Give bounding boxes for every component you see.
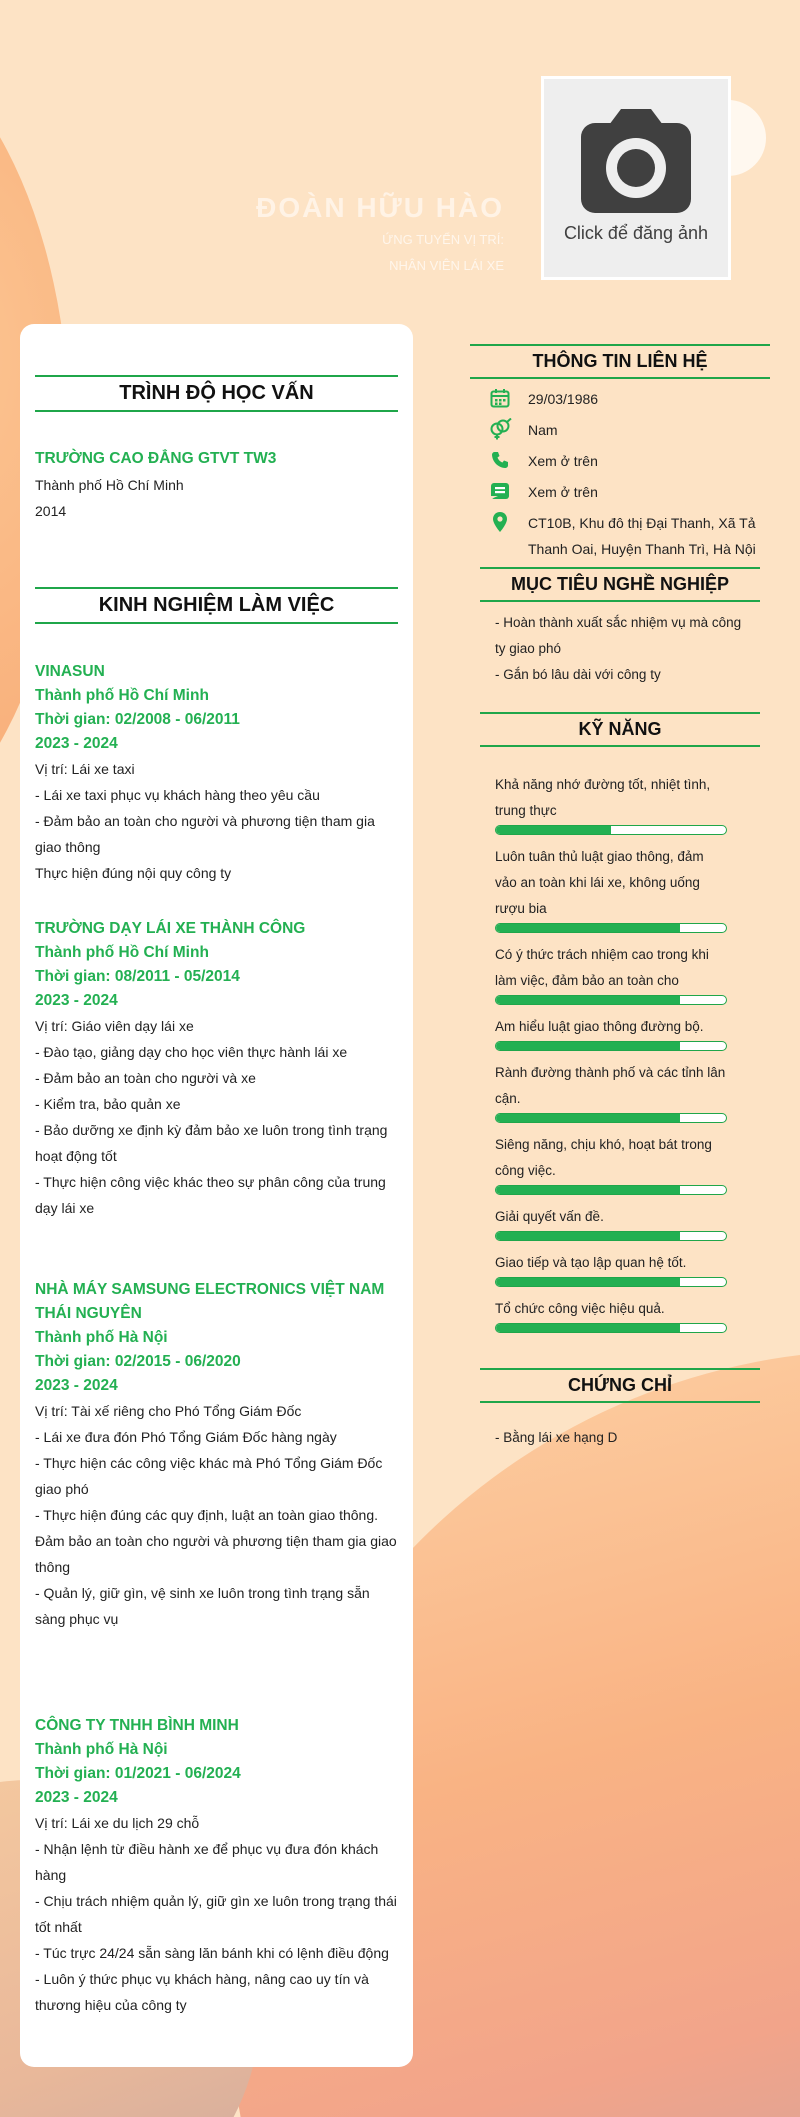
email-icon bbox=[488, 479, 512, 503]
skill-label[interactable]: Khả năng nhớ đường tốt, nhiệt tình, trung thực bbox=[495, 777, 711, 818]
job-line[interactable]: Vị trí: Giáo viên dạy lái xe bbox=[35, 1018, 194, 1034]
contact-gender bbox=[488, 417, 768, 443]
job-line[interactable]: - Đảm bảo an toàn cho người và phương tiện tham gia giao thông bbox=[35, 813, 375, 855]
cv-header bbox=[0, 0, 800, 300]
job-line[interactable]: Vị trí: Lái xe du lịch 29 chỗ bbox=[35, 1815, 200, 1831]
skill-item bbox=[495, 1014, 727, 1051]
job-line[interactable]: Vị trí: Lái xe taxi bbox=[35, 761, 135, 777]
experience-section-title: KINH NGHIỆM LÀM VIỆC bbox=[35, 587, 398, 624]
skill-item bbox=[495, 1060, 727, 1123]
school-year[interactable]: 2014 bbox=[35, 503, 67, 519]
job-line[interactable]: - Thực hiện công việc khác theo sự phân công của trung dạy lái xe bbox=[35, 1174, 386, 1216]
job-line[interactable]: - Luôn ý thức phục vụ khách hàng, nâng cao uy tín và thương hiệu của công ty bbox=[35, 1971, 369, 2013]
email-value[interactable]: Xem ở trên bbox=[528, 484, 598, 500]
job-company[interactable]: NHÀ MÁY SAMSUNG ELECTRONICS VIỆT NAM THÁI NGUYÊN bbox=[35, 1281, 385, 1322]
career-goal-line[interactable]: - Gắn bó lâu dài với công ty bbox=[495, 667, 661, 682]
skill-label[interactable]: Rành đường thành phố và các tỉnh lân cận. bbox=[495, 1065, 726, 1106]
job-line[interactable]: - Túc trực 24/24 sẵn sàng lăn bánh khi có lệnh điều động bbox=[35, 1945, 389, 1961]
job-entry bbox=[35, 1278, 398, 1632]
job-line[interactable]: - Đảm bảo an toàn cho người và xe bbox=[35, 1070, 256, 1086]
skill-level-fill bbox=[496, 1186, 680, 1194]
job-city[interactable]: Thành phố Hồ Chí Minh bbox=[35, 944, 209, 961]
certificate-line[interactable]: - Bằng lái xe hạng D bbox=[495, 1430, 618, 1445]
candidate-name[interactable]: ĐOÀN HỮU HÀO bbox=[256, 192, 504, 223]
job-years[interactable]: 2023 - 2024 bbox=[35, 735, 118, 752]
job-line[interactable]: - Lái xe taxi phục vụ khách hàng theo yêu cầu bbox=[35, 787, 320, 803]
gender-value[interactable]: Nam bbox=[528, 422, 558, 438]
skill-label[interactable]: Luôn tuân thủ luật giao thông, đảm vảo an toàn khi lái xe, không uống rượu bia bbox=[495, 849, 704, 916]
contact-section-title: THÔNG TIN LIÊN HỆ bbox=[470, 344, 770, 379]
career-goal-text bbox=[495, 610, 755, 688]
skill-level-fill bbox=[496, 1278, 680, 1286]
skill-item bbox=[495, 1250, 727, 1287]
left-column-card bbox=[20, 324, 413, 2067]
skill-level-bar bbox=[495, 995, 727, 1005]
job-time[interactable]: Thời gian: 01/2021 - 06/2024 bbox=[35, 1765, 241, 1782]
skill-item bbox=[495, 942, 727, 1005]
job-years[interactable]: 2023 - 2024 bbox=[35, 992, 118, 1009]
address-value[interactable]: CT10B, Khu đô thị Đại Thanh, Xã Tả Thanh Oai, Huyện Thanh Trì, Hà Nội bbox=[528, 515, 756, 557]
skill-label[interactable]: Siêng năng, chịu khó, hoạt bát trong công việc. bbox=[495, 1137, 712, 1178]
job-city[interactable]: Thành phố Hà Nội bbox=[35, 1329, 168, 1346]
skill-level-bar bbox=[495, 1041, 727, 1051]
camera-icon bbox=[581, 109, 691, 213]
phone-icon bbox=[488, 448, 512, 472]
job-entry bbox=[35, 1714, 398, 2018]
skills-section-title: KỸ NĂNG bbox=[480, 712, 760, 747]
skill-label[interactable]: Giao tiếp và tạo lập quan hệ tốt. bbox=[495, 1255, 687, 1270]
job-line[interactable]: - Đào tạo, giảng dạy cho học viên thực hành lái xe bbox=[35, 1044, 348, 1060]
job-company[interactable]: TRƯỜNG DẠY LÁI XE THÀNH CÔNG bbox=[35, 920, 306, 937]
contact-address bbox=[488, 510, 768, 562]
education-section-title: TRÌNH ĐỘ HỌC VẤN bbox=[35, 375, 398, 412]
skill-item bbox=[495, 1132, 727, 1195]
job-years[interactable]: 2023 - 2024 bbox=[35, 1789, 118, 1806]
job-line[interactable]: - Thực hiện đúng các quy định, luật an toàn giao thông. Đảm bảo an toàn cho người và phương tiện tham gia giao thông bbox=[35, 1507, 397, 1575]
skill-level-fill bbox=[496, 1232, 680, 1240]
skill-level-bar bbox=[495, 1185, 727, 1195]
apply-position-label[interactable]: ỨNG TUYỂN VỊ TRÍ: bbox=[382, 232, 504, 247]
skill-level-bar bbox=[495, 1323, 727, 1333]
birthday-value[interactable]: 29/03/1986 bbox=[528, 391, 599, 407]
job-entry bbox=[35, 917, 398, 1221]
contact-email bbox=[488, 479, 768, 505]
school-info bbox=[35, 472, 398, 524]
calendar-icon bbox=[488, 386, 512, 410]
contact-phone bbox=[488, 448, 768, 474]
skill-level-fill bbox=[496, 924, 680, 932]
skill-label[interactable]: Tổ chức công việc hiệu quả. bbox=[495, 1301, 665, 1316]
gender-icon bbox=[488, 417, 512, 441]
career-goal-line[interactable]: - Hoàn thành xuất sắc nhiệm vụ mà công ty giao phó bbox=[495, 615, 742, 656]
school-city[interactable]: Thành phố Hồ Chí Minh bbox=[35, 477, 184, 493]
job-line[interactable]: - Bảo dưỡng xe định kỳ đảm bảo xe luôn trong tình trạng hoạt động tốt bbox=[35, 1122, 388, 1164]
job-years[interactable]: 2023 - 2024 bbox=[35, 1377, 118, 1394]
skill-level-bar bbox=[495, 923, 727, 933]
skill-item bbox=[495, 1204, 727, 1241]
apply-position-value[interactable]: NHÂN VIÊN LÁI XE bbox=[389, 258, 504, 273]
job-time[interactable]: Thời gian: 02/2008 - 06/2011 bbox=[35, 711, 240, 728]
job-time[interactable]: Thời gian: 02/2015 - 06/2020 bbox=[35, 1353, 241, 1370]
skill-level-bar bbox=[495, 1277, 727, 1287]
job-line[interactable]: Vị trí: Tài xế riêng cho Phó Tổng Giám Đốc bbox=[35, 1403, 302, 1419]
job-city[interactable]: Thành phố Hồ Chí Minh bbox=[35, 687, 209, 704]
job-entry bbox=[35, 660, 398, 886]
skill-level-fill bbox=[496, 1114, 680, 1122]
phone-value[interactable]: Xem ở trên bbox=[528, 453, 598, 469]
location-pin-icon bbox=[488, 510, 512, 534]
skill-level-bar bbox=[495, 1113, 727, 1123]
school-name[interactable]: TRƯỜNG CAO ĐẲNG GTVT TW3 bbox=[35, 450, 277, 467]
photo-upload[interactable] bbox=[541, 76, 731, 280]
skill-level-bar bbox=[495, 1231, 727, 1241]
skill-level-fill bbox=[496, 826, 611, 834]
skill-label[interactable]: Am hiểu luật giao thông đường bộ. bbox=[495, 1019, 704, 1034]
skill-item bbox=[495, 772, 727, 835]
skill-level-fill bbox=[496, 996, 680, 1004]
career-goal-section-title: MỤC TIÊU NGHỀ NGHIỆP bbox=[480, 567, 760, 602]
job-line[interactable]: - Chịu trách nhiệm quản lý, giữ gìn xe luôn trong trạng thái tốt nhất bbox=[35, 1893, 397, 1935]
job-line[interactable]: - Kiểm tra, bảo quản xe bbox=[35, 1096, 181, 1112]
certificates-section-title: CHỨNG CHỈ bbox=[480, 1368, 760, 1403]
job-line[interactable]: - Nhận lệnh từ điều hành xe để phục vụ đưa đón khách hàng bbox=[35, 1841, 379, 1883]
job-time[interactable]: Thời gian: 08/2011 - 05/2014 bbox=[35, 968, 240, 985]
skill-item bbox=[495, 844, 727, 933]
job-city[interactable]: Thành phố Hà Nội bbox=[35, 1741, 168, 1758]
skill-level-fill bbox=[496, 1042, 680, 1050]
skill-label[interactable]: Giải quyết vấn đề. bbox=[495, 1209, 604, 1224]
certificates-text bbox=[495, 1425, 755, 1451]
job-company[interactable]: VINASUN bbox=[35, 663, 105, 680]
skill-item bbox=[495, 1296, 727, 1333]
skill-level-bar bbox=[495, 825, 727, 835]
skill-label[interactable]: Có ý thức trách nhiệm cao trong khi làm việc, đảm bảo an toàn cho bbox=[495, 947, 709, 988]
job-line[interactable]: - Lái xe đưa đón Phó Tổng Giám Đốc hàng ngày bbox=[35, 1429, 337, 1445]
contact-birthday bbox=[488, 386, 768, 412]
skill-level-fill bbox=[496, 1324, 680, 1332]
job-line[interactable]: - Quản lý, giữ gìn, vệ sinh xe luôn trong tình trạng sẵn sàng phục vụ bbox=[35, 1585, 370, 1627]
photo-upload-label: Click để đăng ảnh bbox=[563, 223, 709, 243]
job-line[interactable]: Thực hiện đúng nội quy công ty bbox=[35, 865, 232, 881]
job-line[interactable]: - Thực hiện các công việc khác mà Phó Tổng Giám Đốc giao phó bbox=[35, 1455, 383, 1497]
job-company[interactable]: CÔNG TY TNHH BÌNH MINH bbox=[35, 1717, 239, 1734]
